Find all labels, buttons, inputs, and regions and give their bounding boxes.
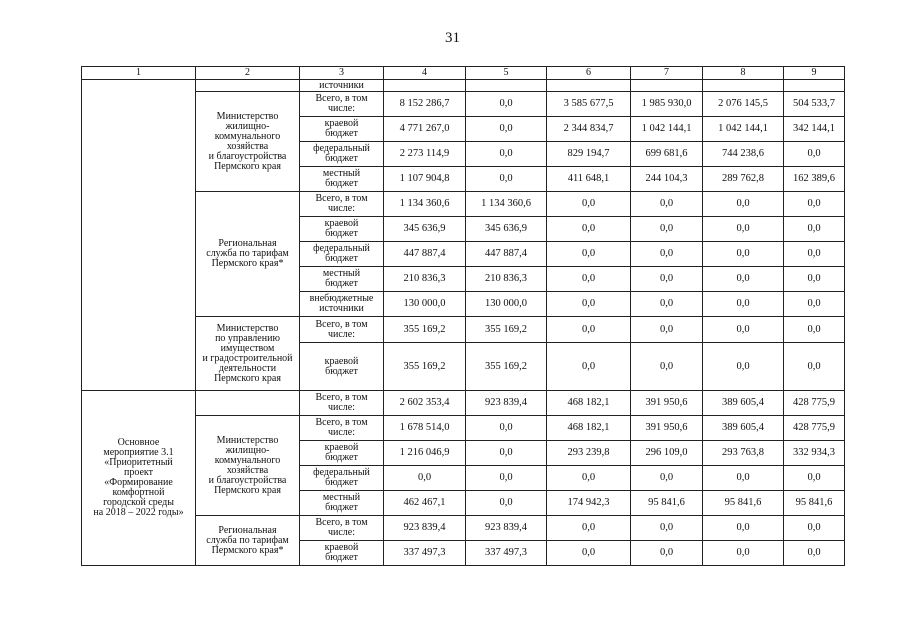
measure-name-cell-line: городской среды	[103, 497, 174, 508]
executor-cell-line: имуществом	[220, 342, 275, 354]
amount-cell: 244 104,3	[631, 167, 703, 192]
source-cell	[300, 192, 384, 217]
measure-name-cell-line: мероприятие 3.1	[103, 447, 174, 458]
source-cell-line: бюджет	[325, 128, 358, 139]
amount-cell: 345 636,9	[466, 217, 547, 242]
amount-cell: 0,0	[784, 242, 845, 267]
table-row	[82, 92, 845, 117]
source-cell	[300, 416, 384, 441]
amount-cell: 95 841,6	[631, 491, 703, 516]
source-cell-line: источники	[319, 303, 364, 314]
amount-cell: 0,0	[784, 217, 845, 242]
source-cell	[300, 541, 384, 566]
source-cell-line: числе:	[327, 103, 356, 114]
amount-cell: 0,0	[784, 343, 845, 391]
amount-cell: 504 533,7	[784, 92, 845, 117]
amount-cell: 0,0	[703, 317, 784, 343]
page-number: 31	[445, 30, 460, 46]
amount-cell: 389 605,4	[703, 391, 784, 416]
source-cell-line: бюджет	[325, 278, 358, 289]
header-cell: 4	[384, 67, 466, 80]
amount-cell: 744 238,6	[703, 142, 784, 167]
amount-cell: 355 169,2	[384, 317, 466, 343]
measure-name-cell	[82, 391, 196, 566]
amount-cell: 0,0	[466, 167, 547, 192]
measure-name-cell-line: на 2018 – 2022 годы»	[93, 507, 184, 518]
amount-cell: 0,0	[547, 267, 631, 292]
source-cell-line: Всего, в том	[315, 417, 368, 428]
executor-cell-line: служба по тарифам	[206, 248, 289, 259]
source-cell-line: Всего, в том	[315, 318, 368, 330]
amount-cell: 0,0	[631, 516, 703, 541]
amount-cell: 0,0	[703, 242, 784, 267]
amount-cell: 0,0	[466, 466, 547, 491]
amount-cell: 2 344 834,7	[547, 117, 631, 142]
source-cell	[300, 292, 384, 317]
amount-cell: 0,0	[784, 516, 845, 541]
measure-cell-continued	[82, 80, 196, 391]
source-cell-line: Всего, в том	[315, 193, 368, 204]
amount-cell: 95 841,6	[784, 491, 845, 516]
amount-cell: 355 169,2	[466, 343, 547, 391]
executor-cell	[196, 391, 300, 416]
amount-cell: 2 076 145,5	[703, 92, 784, 117]
executor-cell-line: Пермского края*	[211, 258, 284, 269]
header-cell: 2	[196, 67, 300, 80]
amount-cell: 293 239,8	[547, 441, 631, 466]
amount-cell: 0,0	[547, 317, 631, 343]
source-cell	[300, 80, 384, 92]
executor-cell-line: Пермского края	[214, 160, 281, 172]
source-cell	[300, 441, 384, 466]
source-cell-line: Всего, в том	[315, 517, 368, 528]
amount-cell: 174 942,3	[547, 491, 631, 516]
source-cell	[300, 167, 384, 192]
executor-cell	[196, 192, 300, 317]
executor-cell	[196, 416, 300, 516]
executor-cell	[196, 516, 300, 566]
executor-cell-line: Пермского края	[214, 372, 281, 384]
executor-cell-line: Министерство	[216, 434, 279, 446]
amount-cell: 1 678 514,0	[384, 416, 466, 441]
amount-cell: 389 605,4	[703, 416, 784, 441]
executor-cell-line: жилищно-	[225, 444, 270, 456]
amount-cell: 0,0	[784, 192, 845, 217]
amount-cell: 0,0	[547, 466, 631, 491]
amount-cell: 162 389,6	[784, 167, 845, 192]
source-cell-line: числе:	[327, 402, 356, 413]
amount-cell: 0,0	[631, 292, 703, 317]
source-cell	[300, 516, 384, 541]
amount-cell: 1 107 904,8	[384, 167, 466, 192]
source-cell-line: числе:	[327, 427, 356, 438]
header-cell: 9	[784, 67, 845, 80]
source-cell-line: местный	[322, 492, 361, 503]
executor-cell-line: служба по тарифам	[206, 534, 289, 546]
amount-cell: 293 763,8	[703, 441, 784, 466]
table-row	[82, 192, 845, 217]
amount-cell: 0,0	[631, 242, 703, 267]
header-cell: 7	[631, 67, 703, 80]
amount-cell: 210 836,3	[466, 267, 547, 292]
amount-cell: 428 775,9	[784, 416, 845, 441]
amount-cell: 0,0	[703, 292, 784, 317]
amount-cell: 699 681,6	[631, 142, 703, 167]
source-cell-line: бюджет	[325, 228, 358, 239]
amount-cell: 3 585 677,5	[547, 92, 631, 117]
amount-cell: 0,0	[784, 466, 845, 491]
source-cell	[300, 217, 384, 242]
source-cell-line: местный	[322, 268, 361, 279]
amount-cell: 0,0	[631, 343, 703, 391]
source-cell-line: краевой	[324, 355, 359, 367]
source-cell-line: краевой	[324, 442, 359, 453]
header-cell: 8	[703, 67, 784, 80]
executor-cell-line: Региональная	[218, 524, 277, 536]
amount-cell: 0,0	[631, 217, 703, 242]
amount-cell: 0,0	[703, 217, 784, 242]
amount-cell: 4 771 267,0	[384, 117, 466, 142]
source-cell-line: федеральный	[313, 143, 370, 154]
header-cell: 5	[466, 67, 547, 80]
source-cell-line: бюджет	[325, 253, 358, 264]
amount-cell: 0,0	[784, 267, 845, 292]
executor-cell-line: коммунального	[214, 130, 281, 142]
amount-cell: 0,0	[547, 343, 631, 391]
source-cell-line: федеральный	[313, 243, 370, 254]
amount-cell: 355 169,2	[466, 317, 547, 343]
amount-cell: 355 169,2	[384, 343, 466, 391]
source-cell-line: числе:	[327, 328, 356, 340]
amount-cell: 468 182,1	[547, 416, 631, 441]
amount-cell: 0,0	[466, 117, 547, 142]
executor-cell-line: жилищно-	[225, 120, 270, 132]
amount-cell: 0,0	[384, 466, 466, 491]
amount-cell: 130 000,0	[466, 292, 547, 317]
source-cell	[300, 92, 384, 117]
amount-cell: 1 042 144,1	[631, 117, 703, 142]
measure-name-cell-line: проект	[123, 467, 153, 478]
source-cell	[300, 343, 384, 391]
executor-cell	[196, 317, 300, 391]
amount-cell: 0,0	[703, 192, 784, 217]
source-cell	[300, 242, 384, 267]
measure-name-cell-line: «Приоритетный	[104, 457, 173, 468]
amount-cell: 2 602 353,4	[384, 391, 466, 416]
executor-cell-line: коммунального	[214, 454, 281, 466]
amount-cell: 0,0	[631, 466, 703, 491]
amount-cell: 296 109,0	[631, 441, 703, 466]
amount-cell: 829 194,7	[547, 142, 631, 167]
amount-cell	[384, 80, 466, 92]
executor-cell-line: и благоустройства	[208, 150, 287, 162]
amount-cell: 2 273 114,9	[384, 142, 466, 167]
amount-cell: 0,0	[466, 142, 547, 167]
source-cell-line: Всего, в том	[315, 93, 368, 104]
source-cell	[300, 117, 384, 142]
amount-cell: 447 887,4	[384, 242, 466, 267]
amount-cell: 1 042 144,1	[703, 117, 784, 142]
amount-cell: 1 216 046,9	[384, 441, 466, 466]
amount-cell: 337 497,3	[466, 541, 547, 566]
source-cell-line: федеральный	[313, 467, 370, 478]
executor-cell-line: и градостроительной	[202, 352, 293, 364]
amount-cell: 0,0	[703, 267, 784, 292]
executor-cell-line: хозяйства	[226, 140, 269, 152]
executor-cell-line: хозяйства	[226, 464, 269, 476]
amount-cell: 0,0	[703, 466, 784, 491]
source-cell-line: краевой	[324, 218, 359, 229]
amount-cell: 8 152 286,7	[384, 92, 466, 117]
header-cell: 1	[82, 67, 196, 80]
amount-cell: 0,0	[784, 317, 845, 343]
source-cell-line: внебюджетные	[309, 293, 374, 304]
header-cell: 3	[300, 67, 384, 80]
measure-name-cell-line: комфортной	[112, 487, 165, 498]
amount-cell: 0,0	[784, 142, 845, 167]
amount-cell: 923 839,4	[466, 516, 547, 541]
amount-cell: 0,0	[547, 192, 631, 217]
source-cell-line: бюджет	[325, 365, 358, 377]
amount-cell: 337 497,3	[384, 541, 466, 566]
amount-cell: 1 134 360,6	[466, 192, 547, 217]
source-cell-line: местный	[322, 168, 361, 179]
amount-cell: 462 467,1	[384, 491, 466, 516]
amount-cell: 0,0	[703, 541, 784, 566]
amount-cell: 0,0	[547, 516, 631, 541]
source-cell-line: бюджет	[325, 178, 358, 189]
amount-cell: 0,0	[631, 267, 703, 292]
source-cell-line: бюджет	[325, 502, 358, 513]
table-row	[82, 416, 845, 441]
source-cell-line: числе:	[327, 527, 356, 538]
amount-cell: 0,0	[466, 441, 547, 466]
amount-cell: 468 182,1	[547, 391, 631, 416]
amount-cell: 0,0	[466, 491, 547, 516]
executor-cell-line: по управлению	[215, 332, 280, 344]
amount-cell: 0,0	[547, 541, 631, 566]
amount-cell: 332 934,3	[784, 441, 845, 466]
amount-cell: 0,0	[631, 541, 703, 566]
executor-cell-line: Министерство	[216, 322, 279, 334]
amount-cell: 95 841,6	[703, 491, 784, 516]
source-cell-line: Всего, в том	[315, 392, 368, 403]
executor-cell-line: и благоустройства	[208, 474, 287, 486]
executor-cell-line: Региональная	[218, 238, 277, 249]
source-cell-line: бюджет	[325, 153, 358, 164]
amount-cell: 345 636,9	[384, 217, 466, 242]
amount-cell: 0,0	[466, 416, 547, 441]
table-row	[82, 391, 845, 416]
amount-cell: 0,0	[547, 242, 631, 267]
table-row	[82, 80, 845, 92]
executor-cell	[196, 92, 300, 192]
amount-cell: 923 839,4	[466, 391, 547, 416]
amount-cell	[703, 80, 784, 92]
amount-cell: 1 134 360,6	[384, 192, 466, 217]
amount-cell: 1 985 930,0	[631, 92, 703, 117]
amount-cell: 391 950,6	[631, 416, 703, 441]
source-cell-line: бюджет	[325, 552, 358, 563]
header-cell: 6	[547, 67, 631, 80]
executor-cell-line: Пермского края*	[211, 544, 284, 556]
source-cell-line: числе:	[327, 203, 356, 214]
amount-cell: 0,0	[547, 217, 631, 242]
source-cell-line: бюджет	[325, 452, 358, 463]
amount-cell	[547, 80, 631, 92]
table-row	[82, 317, 845, 343]
source-cell	[300, 466, 384, 491]
amount-cell	[466, 80, 547, 92]
budget-table	[81, 66, 845, 566]
source-cell	[300, 391, 384, 416]
amount-cell: 0,0	[631, 192, 703, 217]
executor-cell-line: деятельности	[218, 362, 277, 374]
amount-cell: 428 775,9	[784, 391, 845, 416]
amount-cell	[631, 80, 703, 92]
source-cell	[300, 267, 384, 292]
amount-cell: 0,0	[466, 92, 547, 117]
measure-name-cell-line: Основное	[117, 437, 160, 448]
amount-cell: 130 000,0	[384, 292, 466, 317]
source-cell-line: краевой	[324, 118, 359, 129]
executor-cell-line: Министерство	[216, 110, 279, 122]
amount-cell: 0,0	[784, 292, 845, 317]
amount-cell: 0,0	[547, 292, 631, 317]
amount-cell	[784, 80, 845, 92]
amount-cell: 0,0	[703, 516, 784, 541]
amount-cell: 342 144,1	[784, 117, 845, 142]
amount-cell: 411 648,1	[547, 167, 631, 192]
amount-cell: 391 950,6	[631, 391, 703, 416]
amount-cell: 0,0	[703, 343, 784, 391]
source-cell-line: краевой	[324, 542, 359, 553]
amount-cell: 210 836,3	[384, 267, 466, 292]
table-row	[82, 516, 845, 541]
amount-cell: 923 839,4	[384, 516, 466, 541]
amount-cell: 289 762,8	[703, 167, 784, 192]
source-cell-line: бюджет	[325, 477, 358, 488]
source-cell	[300, 142, 384, 167]
source-cell	[300, 491, 384, 516]
header-row	[82, 67, 845, 80]
source-cell	[300, 317, 384, 343]
executor-cell-continued	[196, 80, 300, 92]
amount-cell: 0,0	[631, 317, 703, 343]
amount-cell: 447 887,4	[466, 242, 547, 267]
amount-cell: 0,0	[784, 541, 845, 566]
measure-name-cell-line: «Формирование	[104, 477, 173, 488]
source-cell-line: источники	[319, 79, 364, 91]
executor-cell-line: Пермского края	[214, 484, 281, 496]
